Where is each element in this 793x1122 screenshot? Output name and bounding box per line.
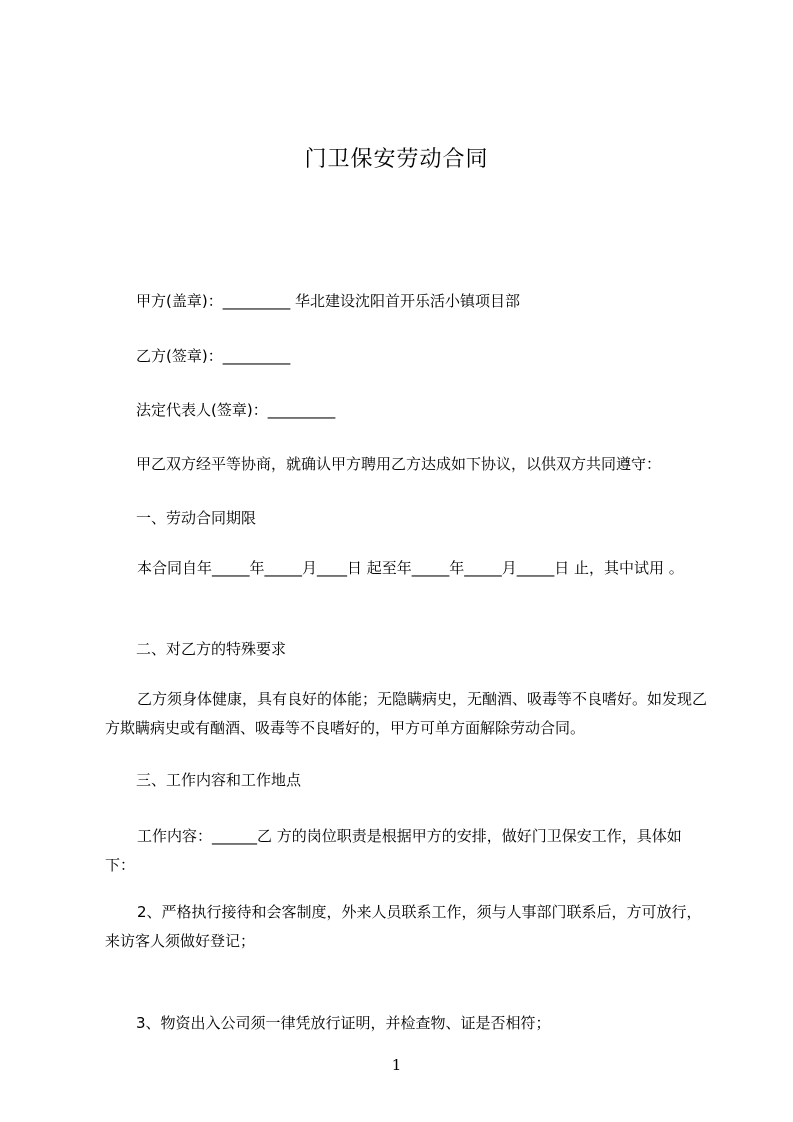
page-number: 1 (391, 1056, 402, 1074)
section1-paragraph: 本合同自年_____年_____月____日 起至年_____年_____月_____日 止，其中试用 。 (137, 559, 684, 577)
clause-item-2: 2、严格执行接待和会客制度，外来人员联系工作，须与人事部门联系后，方可放行，来访客人须做好登记； (105, 903, 702, 950)
section3-paragraph: 工作内容：______乙 方的岗位职责是根据甲方的安排，做好门卫保安工作，具体如下： (105, 827, 682, 874)
section2-heading: 二、对乙方的特殊要求 (136, 640, 287, 658)
document-title: 门卫保安劳动合同 (304, 147, 489, 172)
party-b-line: 乙方(签章)：_________ (136, 347, 291, 365)
clause-item-3: 3、物资出入公司须一律凭放行证明，并检查物、证是否相符； (136, 1014, 551, 1032)
legal-representative-line: 法定代表人(签章)：_________ (136, 401, 336, 419)
section3-heading: 三、工作内容和工作地点 (136, 771, 302, 789)
intro-paragraph: 甲乙双方经平等协商，就确认甲方聘用乙方达成如下协议，以供双方共同遵守： (136, 455, 662, 473)
section2-paragraph: 乙方须身体健康，具有良好的体能；无隐瞒病史，无酗酒、吸毒等不良嗜好。如发现乙方欺瞒病史或有酗酒、吸毒等不良嗜好的，甲方可单方面解除劳动合同。 (105, 690, 708, 737)
section1-heading: 一、劳动合同期限 (136, 509, 257, 527)
party-a-line: 甲方(盖章)：_________ 华北建设沈阳首开乐活小镇项目部 (136, 292, 520, 310)
